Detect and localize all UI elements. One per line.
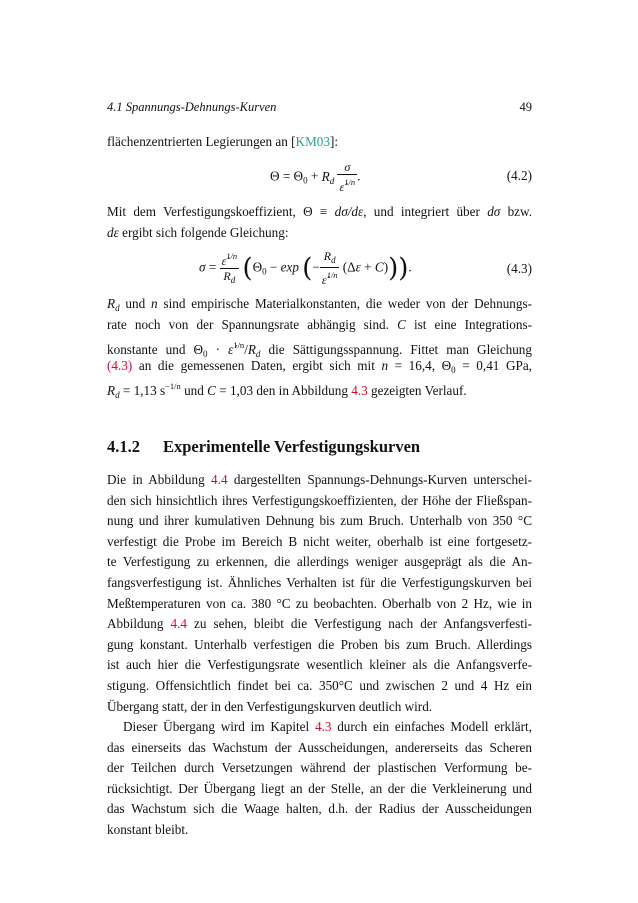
figure-ref-4-4[interactable]: 4.4 [211, 472, 228, 487]
section-heading [107, 437, 420, 457]
paragraph-4: Dieser Übergang wird im Kapitel 4.3 durch ein einfaches Modell erklärt, das einerseits das Wachstum der Ausscheidungen, andererseits das Scheren der Teilchen durch Versetzungen während der plastischen Verformung be- rücksichtigt. Der Übergang liegt an der Stelle, an der die Verkleinerung und das Wachstum sich die Waage halten, d.h. der Radius der Ausscheidungen konstant bleibt. [107, 719, 532, 837]
equation-number-4-3: (4.3) [506, 261, 532, 276]
equation-4-3: σ = $\frac{\varepsiloṅ^{1/n}}{R_d}$ ($\Theta_0 - \exp$ (− $\frac{R_d}{\varepsiloṅ^{1/n}}$ (Δε + C))). (4.3) [199, 249, 532, 287]
section-number: 4.1.2 [107, 437, 140, 456]
running-header [107, 100, 532, 115]
figure-ref-4-3[interactable]: 4.3 [351, 383, 368, 399]
paragraph-2: $R_d$ und n sind empirische Materialkonstanten, die weder von der Dehnungs- rate noch von der Spannungsrate abhängig sind. C ist eine Integrations- konstante und $\Theta_0$ · $\varepsiloṅ^{1/n}/R_d$ die Sättigungsspannung. Fittet man Gleichung (4.3) an die gemessenen Daten, ergibt sich mit n = 16,4, $\Theta_0 = 0,41$ GPa, $R_d = 1,13$ $s^{-1/n}$ und C = 1,03 den in Abbildung 4.3 gezeigten Verlauf. [107, 296, 533, 401]
equation-4-2: $\Theta = \Theta_0 + R_d$ $\frac{\sigma}{\varepsiloṅ^{1/n}}$ . (4.2) [270, 160, 532, 194]
header-section-title: 4.1 Spannungs-Dehnungs-Kurven [107, 100, 277, 114]
citation-link[interactable]: KM03 [295, 134, 330, 149]
chapter-ref-4-3[interactable]: 4.3 [314, 719, 332, 734]
paragraph-3: Die in Abbildung 4.4 dargestellten Spannungs-Dehnungs-Kurven unterschei- den sich hinsichtlich ihres Verfestigungskoeffizienten, der Höhe der Fließspan- nung und ihrer kumulativen Dehnung bis zum Bruch. Unterhalb von 350 °C verfestigt die Probe im Bereich B nicht weiter, oberhalb ist eine fortgesetz- te Verfestigung zu erkennen, die allerdings weniger ausgeprägt als die An- fangsverfestigung ist. Ähnliches Verhalten ist für die Verfestigungskurven bei Meßtemperaturen von ca. 380 °C zu beobachten. Oberhalb von 2 Hz, wie in Abbildung 4.4 zu sehen, bleibt die Verfestigung nach der Anfangsverfesti- gung konstant. Unterhalb verfestigen die Proben bis zum Bruch. Allerdings ist auch hier die Verfestigungsrate wesentlich kleiner als die Anfangsverfe- stigung. Offensichtlich findet bei ca. 350°C und zwischen 2 und 4 Hz ein Übergang statt, der in den Verfestigungskurven deutlich wird. [107, 472, 532, 714]
intro-paragraph: flächenzentrierten Legierungen an [KM03]: [107, 134, 339, 149]
equation-number-4-2: (4.2) [506, 168, 532, 183]
figure-ref-4-4-b[interactable]: 4.4 [170, 616, 187, 632]
equation-ref-4-3[interactable]: (4.3) [107, 357, 133, 373]
page-number: 49 [519, 100, 532, 114]
paragraph-1: Mit dem Verfestigungskoeffizient, Θ ≡ dσ/dε, und integriert über dσ bzw. dε ergibt sich folgende Gleichung: [107, 204, 532, 240]
section-title: Experimentelle Verfestigungskurven [163, 437, 421, 456]
